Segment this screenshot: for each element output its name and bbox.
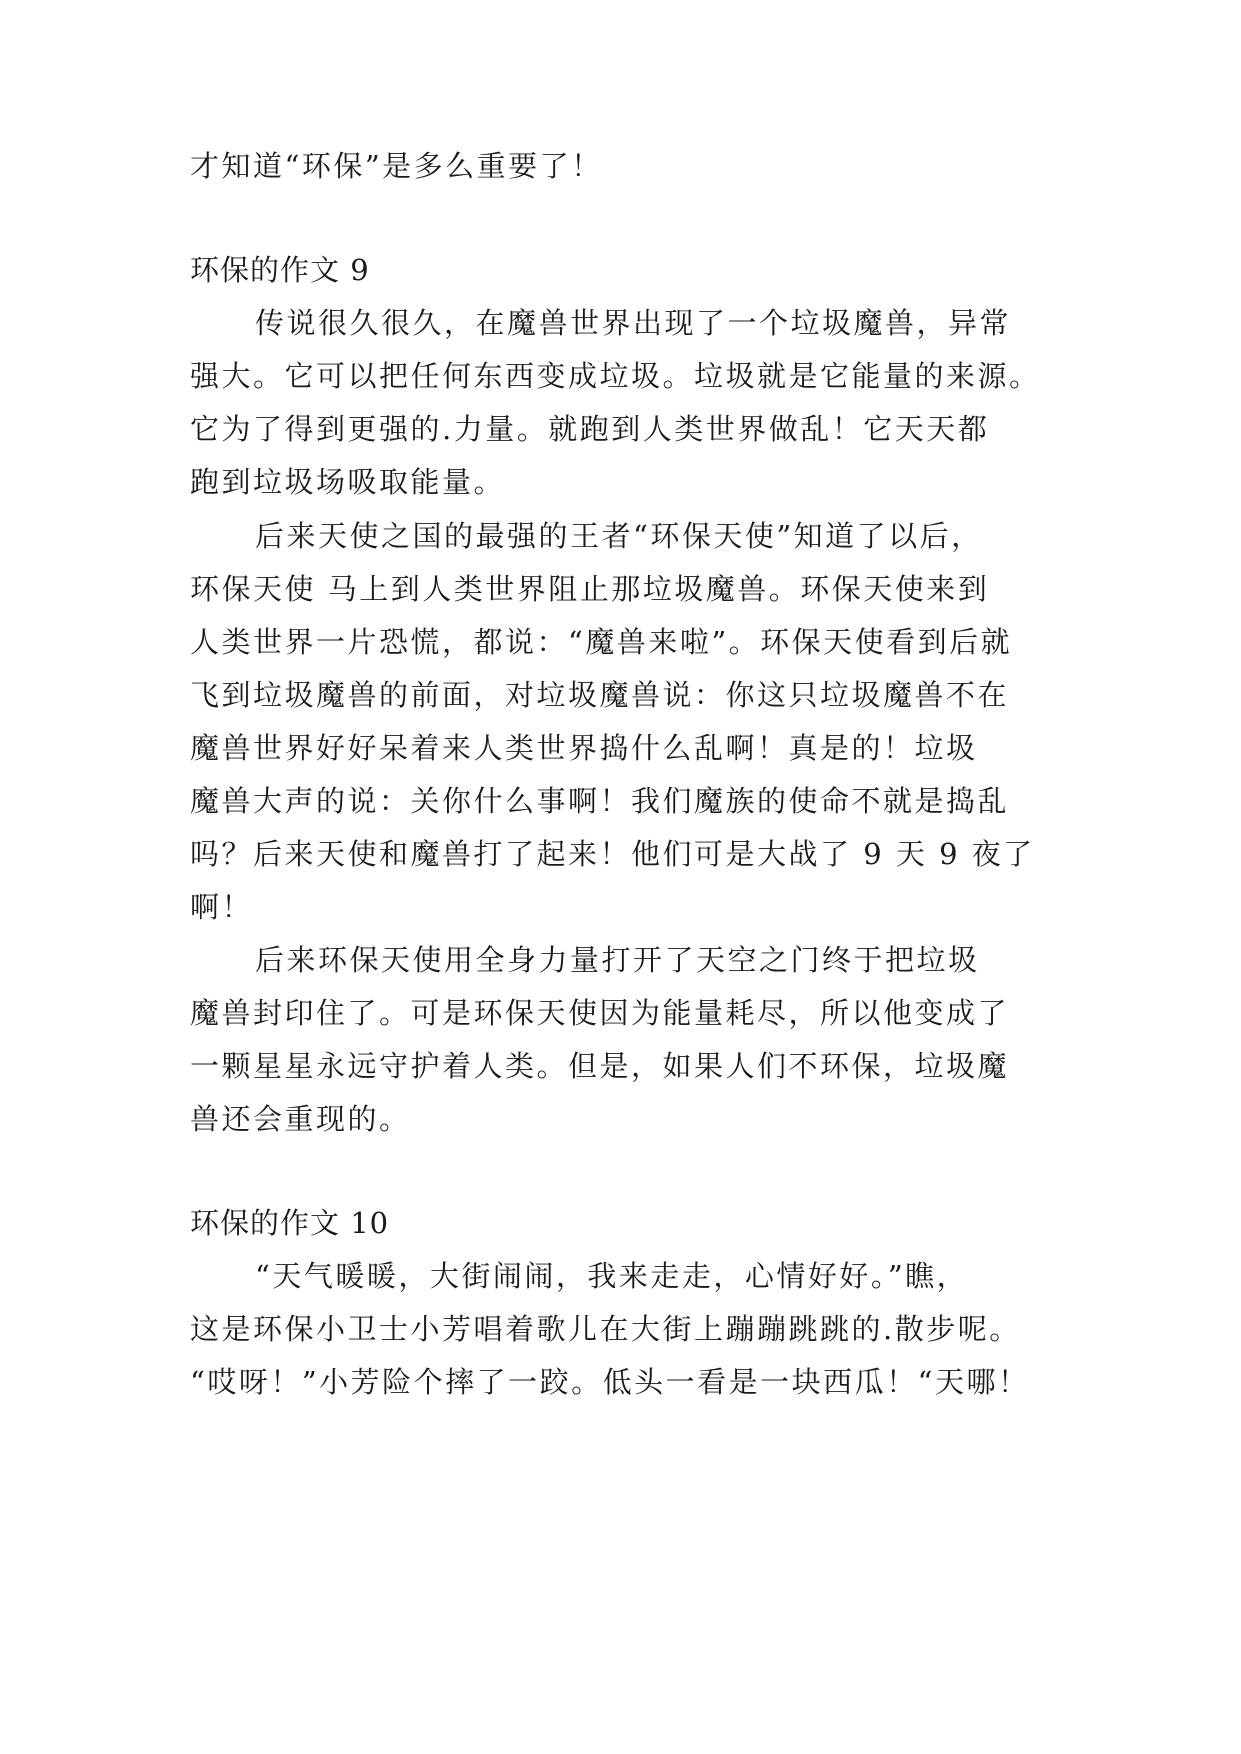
paragraph-line: 强大。它可以把任何东西变成垃圾。垃圾就是它能量的来源。	[190, 359, 1041, 393]
paragraph-line: 兽还会重现的。	[190, 1102, 411, 1136]
essay-title: 环保的作文 9	[190, 253, 370, 287]
paragraph-line: 啊！	[190, 890, 254, 924]
paragraph-line: 环保天使 马上到人类世界阻止那垃圾魔兽。环保天使来到	[190, 572, 990, 606]
paragraph-line: 一颗星星永远守护着人类。但是，如果人们不环保，垃圾魔	[190, 1049, 1010, 1083]
paragraph-line: 后来天使之国的最强的王者“环保天使”知道了以后，	[255, 519, 983, 553]
paragraph-line: 魔兽世界好好呆着来人类世界捣什么乱啊！真是的！垃圾	[190, 731, 978, 765]
paragraph-line: 吗？后来天使和魔兽打了起来！他们可是大战了 9 天 9 夜了	[190, 837, 1035, 871]
paragraph-line: 魔兽封印住了。可是环保天使因为能量耗尽，所以他变成了	[190, 996, 1010, 1030]
paragraph-line: 传说很久很久，在魔兽世界出现了一个垃圾魔兽，异常	[255, 306, 1012, 340]
paragraph-line: “天气暖暖，大街闹闹，我来走走，心情好好。”瞧，	[255, 1259, 969, 1293]
paragraph-line: 它为了得到更强的.力量。就跑到人类世界做乱！它天天都	[190, 412, 990, 446]
paragraph-line: 飞到垃圾魔兽的前面，对垃圾魔兽说：你这只垃圾魔兽不在	[190, 678, 1010, 712]
paragraph-line: 这是环保小卫士小芳唱着歌儿在大街上蹦蹦跳跳的.散步呢。	[190, 1312, 1021, 1346]
paragraph-line: 魔兽大声的说：关你什么事啊！我们魔族的使命不就是捣乱	[190, 784, 1010, 818]
paragraph-line: “哎呀！”小芳险个摔了一跤。低头一看是一块西瓜！“天哪！	[190, 1365, 1030, 1399]
paragraph-line: 才知道“环保”是多么重要了！	[190, 149, 603, 183]
essay-title: 环保的作文 10	[190, 1206, 390, 1240]
paragraph-line: 后来环保天使用全身力量打开了天空之门终于把垃圾	[255, 943, 980, 977]
paragraph-line: 跑到垃圾场吸取能量。	[190, 465, 506, 499]
paragraph-line: 人类世界一片恐慌，都说：“魔兽来啦”。环保天使看到后就	[190, 625, 1013, 659]
